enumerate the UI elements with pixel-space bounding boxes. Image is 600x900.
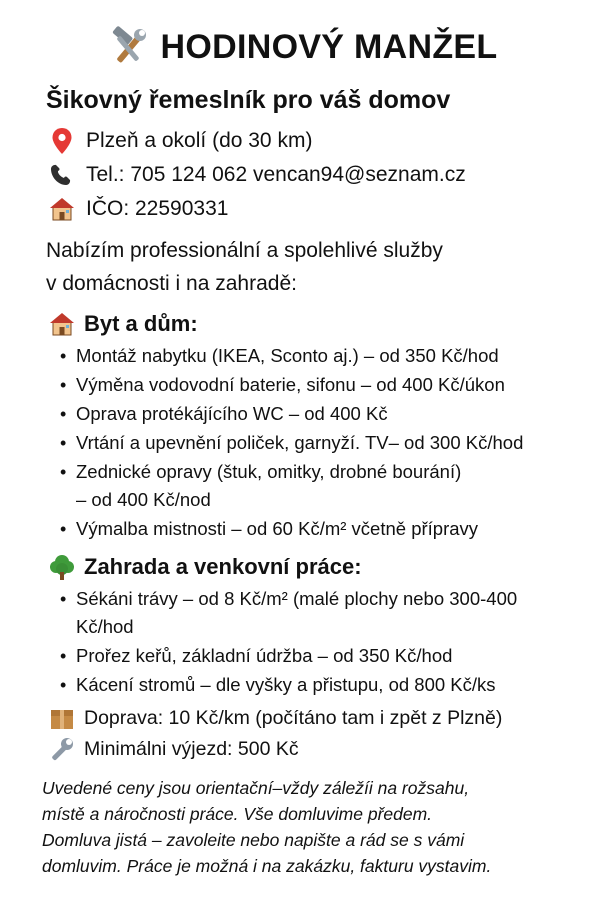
page-subtitle: Šikovný řemeslník pro váš domov [46, 86, 451, 114]
list-item-line-1: • Sékáni trávy – od 8 Kč/m² (malé plochy nebo 300-400 [76, 588, 518, 609]
phone-line [46, 158, 570, 192]
box-icon [46, 704, 78, 734]
list-item [60, 458, 570, 514]
title-row [34, 22, 570, 72]
list-item: • Kácení stromů – dle vyšky a přistupu, od 800 Kč/ks [60, 671, 570, 699]
list-item: • Montáž nabytku (IKEA, Sconto aj.) – od 350 Kč/hod [60, 342, 570, 370]
list-item: • Prořez keřů, základní údržba – od 350 Kč/hod [60, 642, 570, 670]
minimum-text: Minimálni výjezd: 500 Kč [84, 738, 299, 760]
note-line-4: domluvim. Práce je možná i na zakázku, fakturu vystavim. [42, 856, 492, 876]
transport-text: Doprava: 10 Kč/km (počítáno tam i zpět z Plzně) [84, 707, 503, 729]
list-item: • Oprava protékájícího WC – od 400 Kč [60, 400, 570, 428]
note-line-3: Domluva jistá – zavoleite nebo napište a rád se s vámi [42, 830, 465, 850]
list-item-line-1: • Zednické opravy (štuk, omitky, drobné bourání) [76, 461, 462, 482]
phone-email-text[interactable]: Tel.: 705 124 062 vencan94@seznam.cz [86, 163, 466, 186]
list-item-line-2: – od 400 Kč/nod [76, 489, 211, 510]
garden-services-list [46, 585, 570, 699]
ico-line [46, 192, 570, 226]
phone-icon [46, 160, 78, 190]
section-home-title: Byt a dům: [84, 311, 198, 336]
intro-line-1: Nabízím professionální a spolehlivé služby [46, 239, 443, 262]
home-services-list [46, 342, 570, 543]
list-item: • Výmalba mistnosti – od 60 Kč/m² včetně přípravy [60, 515, 570, 543]
house-icon [46, 309, 78, 339]
list-item-line-2: Kč/hod [76, 616, 134, 637]
section-home-heading [46, 306, 570, 342]
note-line-1: Uvedené ceny jsou orientační–vždy záležíi na rožsahu, [42, 778, 470, 798]
map-pin-icon [46, 126, 78, 156]
tree-icon [46, 552, 78, 582]
intro-text [46, 234, 570, 300]
section-garden-title: Zahrada a venkovní práce: [84, 554, 362, 579]
page-title: HODINOVÝ MANŽEL [160, 27, 498, 66]
house-icon [46, 194, 78, 224]
transport-line [46, 703, 570, 734]
section-garden-heading [46, 549, 570, 585]
note-line-2: místě a náročnosti práce. Vše domluvime předem. [42, 804, 433, 824]
location-line [46, 124, 570, 158]
hammer-wrench-icon [107, 25, 151, 69]
list-item [60, 585, 570, 641]
location-text: Plzeň a okolí (do 30 km) [86, 129, 313, 152]
wrench-icon [46, 735, 78, 765]
intro-line-2: v domácnosti i na zahradě: [46, 272, 297, 295]
list-item: • Výměna vodovodní baterie, sifonu – od 400 Kč/úkon [60, 371, 570, 399]
list-item: • Vrtání a upevnění poliček, garnyží. TV– od 300 Kč/hod [60, 429, 570, 457]
minimum-line [46, 734, 570, 765]
pricing-note [42, 775, 570, 879]
ico-text: IČO: 22590331 [86, 197, 229, 220]
